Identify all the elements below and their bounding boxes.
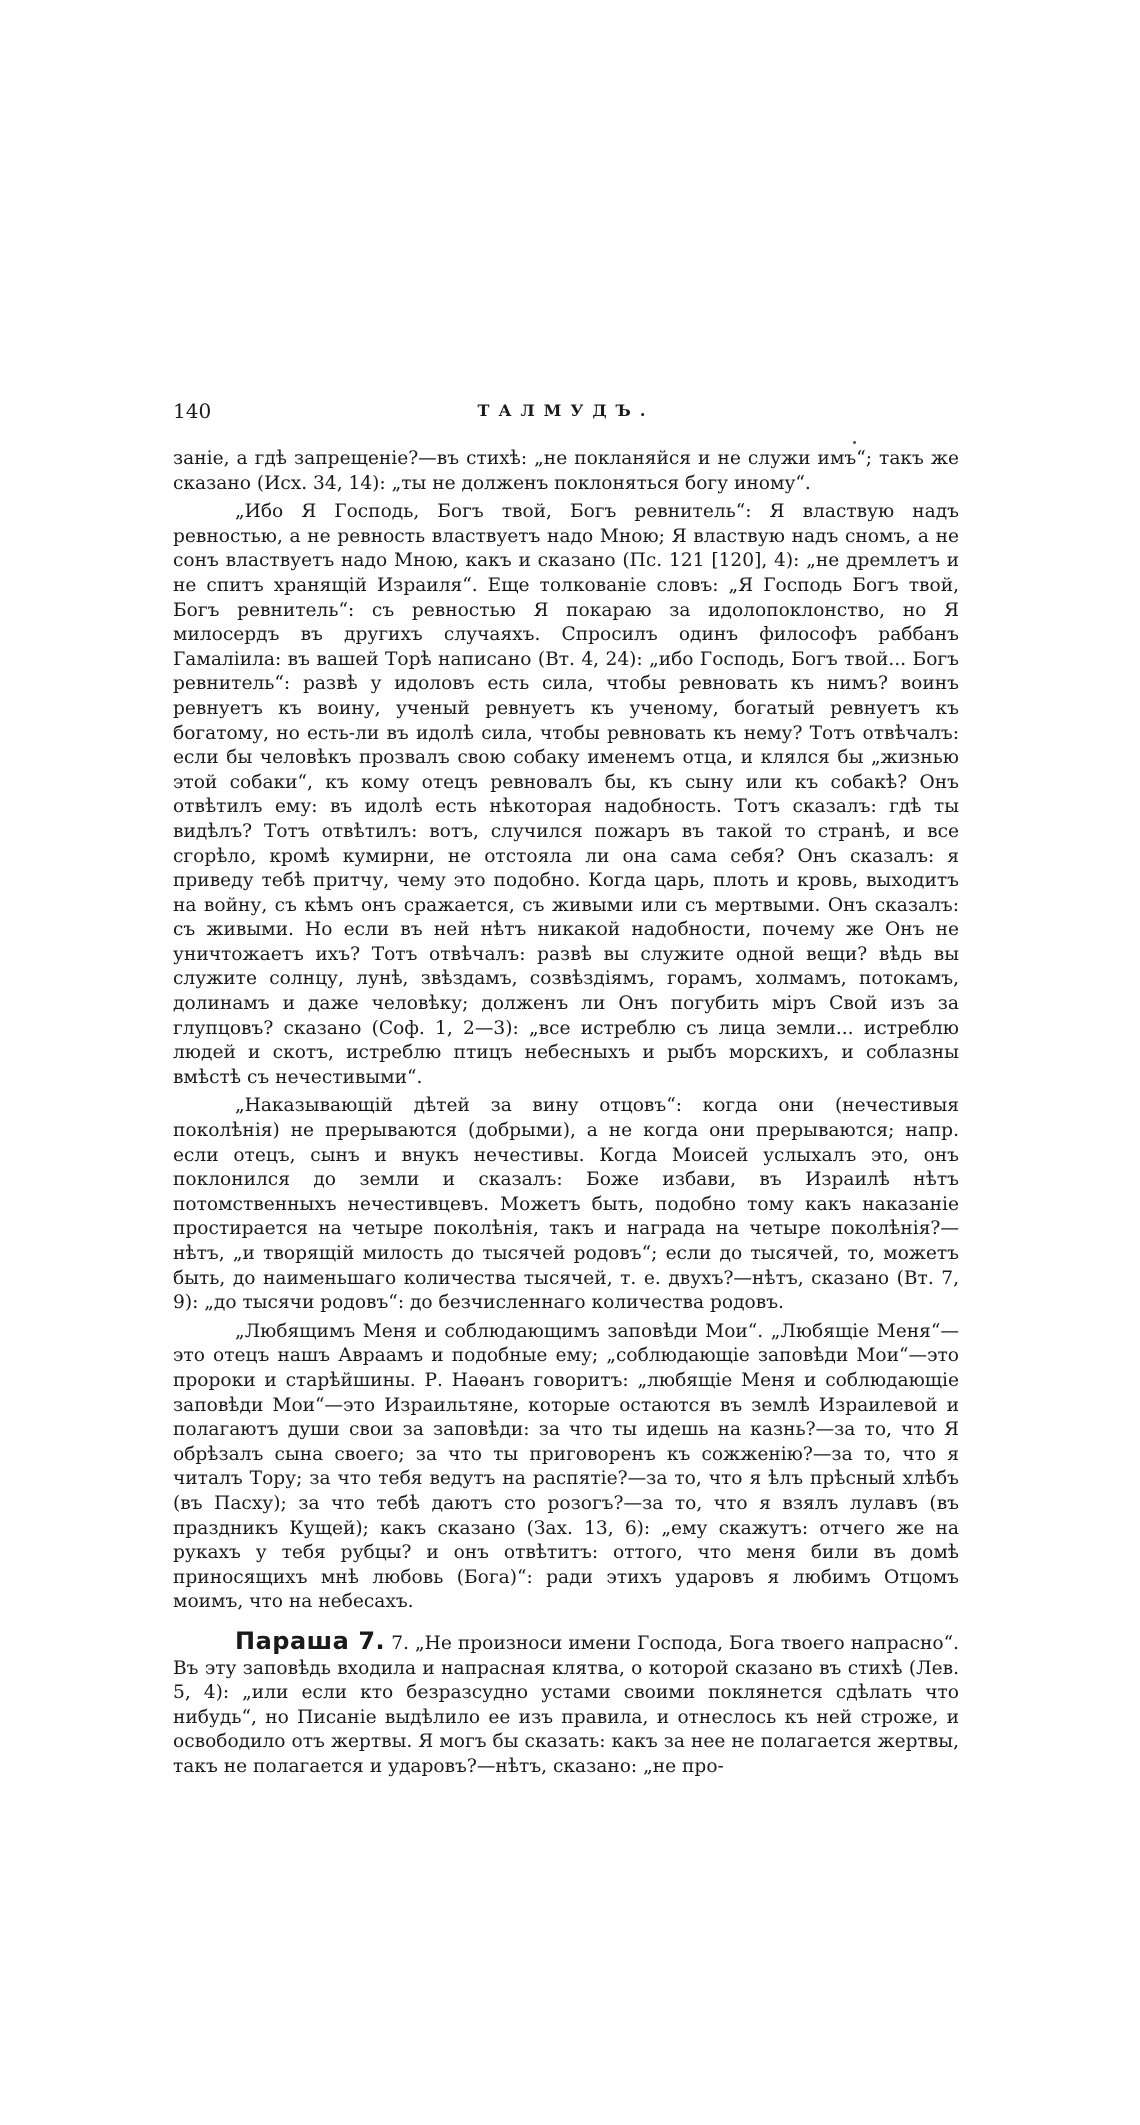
paragraph-jealous-god: „Ибо Я Господь, Богъ твой, Богъ ревнитель“: Я властвую надъ ревностью, а не ревность властвуетъ надо Мною; Я властвую надъ сномъ, а не сонъ властвуетъ надо Мною, какъ и сказано (Пс. 121 [120], 4): „не дремлетъ и не спитъ хранящій Израиля“. Еще толкованіе словъ: „Я Господь Богъ твой, Богъ ревнитель“: съ ревностью Я покараю за идолопоклонство, но Я милосердъ въ другихъ случаяхъ. Спросилъ одинъ философъ раббанъ Гамаліила: въ вашей Торѣ написано (Вт. 4, 24): „ибо Господь, Богъ твой... Богъ ревнитель“: развѣ у идоловъ есть сила, чтобы ревновать къ нимъ? воинъ ревнуетъ къ воину, ученый ревнуетъ къ ученому, богатый ревнуетъ къ богатому, но есть-ли въ идолѣ сила, чтобы ревновать къ нему? Тотъ отвѣчалъ: если бы человѣкъ прозвалъ свою собаку именемъ отца, и клялся бы „жизнью этой собаки“, къ кому отецъ ревновалъ бы, къ сыну или къ собакѣ? Онъ отвѣтилъ ему: въ идолѣ есть нѣкоторая надобность. Тотъ сказалъ: гдѣ ты видѣлъ? Тотъ отвѣтилъ: вотъ, случился пожаръ въ такой то странѣ, и все сгорѣло, кромѣ кумирни, не отстояла ли она сама себя? Онъ сказалъ: я приведу тебѣ притчу, чему это подобно. Когда царь, плоть и кровь, выходитъ на войну, съ кѣмъ онъ сражается, съ живыми или съ мертвыми. Онъ сказалъ: съ живыми. Но если въ ней нѣтъ никакой надобности, почему же Онъ не уничтожаетъ ихъ? Тотъ отвѣчалъ: развѣ вы служите одной вещи? вѣдь вы служите солнцу, лунѣ, звѣздамъ, созвѣздіямъ, горамъ, холмамъ, потокамъ, долинамъ и даже человѣку; долженъ ли Онъ погубить міръ Свой изъ за глупцовъ? сказано (Соф. 1, 2—3): „все истреблю съ лица земли... истреблю людей и скотъ, истреблю птицъ небесныхъ и рыбъ морскихъ, и соблазны вмѣстѣ съ нечестивыми“. [173,501,959,1088]
main-text [173,447,959,1798]
paragraph-loving-me: „Любящимъ Меня и соблюдающимъ заповѣди Мои“. „Любящіе Меня“—это отецъ нашъ Авраамъ и подобные ему; „соблюдающіе заповѣди Мои“—это пророки и старѣйшины. Р. Наѳанъ говоритъ: „любящіе Меня и соблюдающіе заповѣди Мои“—это Израильтяне, которые остаются въ землѣ Израилевой и полагаютъ души свои за заповѣди: за что ты идешь на казнь?—за то, что Я обрѣзалъ сына своего; за что ты приговоренъ къ сожженію?—за то, что я читалъ Тору; за что тебя ведутъ на распятіе?—за то, что я ѣлъ прѣсный хлѣбъ (въ Пасху); за что тебѣ даютъ сто розогъ?—за то, что я взялъ лулавъ (въ праздникъ Кущей); какъ сказано (Зах. 13, 6): „ему скажутъ: отчего же на рукахъ у тебя рубцы? и онъ отвѣтитъ: оттого, что меня били въ домѣ приносящихъ мнѣ любовь (Бога)“: ради этихъ ударовъ я любимъ Отцомъ моимъ, что на небесахъ. [173,1320,959,1613]
page-header [173,396,959,426]
paragraph-punishing-children: „Наказывающій дѣтей за вину отцовъ“: когда они (нечестивыя поколѣнія) не прерываются (добрыми), а не когда они прерываются; напр. если отецъ, сынъ и внукъ нечестивы. Когда Моисей услыхалъ это, онъ поклонился до земли и сказалъ: Боже избави, въ Израилѣ нѣтъ потомственныхъ нечестивцевъ. Можетъ быть, подобно тому какъ наказаніе простирается на четыре поколѣнія, такъ и награда на четыре поколѣнія?—нѣтъ, „и творящій милость до тысячей родовъ“; если до тысячей, то, можетъ быть, до наименьшаго количества тысячей, т. е. двухъ?—нѣтъ, сказано (Вт. 7, 9): „до тысячи родовъ“: до безчисленнаго количества родовъ. [173,1095,959,1314]
parasha-section [173,1626,959,1780]
parasha-heading: Параша 7. [235,1626,386,1655]
running-title: ТАЛМУДЪ. [477,401,655,420]
parasha-body: 7. „Не произноси имени Господа, Бога твоего напрасно“. Въ эту заповѣдь входила и напрасная клятва, о которой сказано въ стихѣ (Лев. 5, 4): „или если кто безразсудно устами своими поклянется сдѣлать что нибудь“, но Писаніе выдѣлило ее изъ правила, и отнеслось къ ней строже, и освободило отъ жертвы. Я могъ бы сказать: какъ за нее не полагается жертвы, такъ не полагается и ударовъ?—нѣтъ, сказано: „не про- [173,1632,959,1777]
page-number: 140 [173,399,212,423]
print-speck [853,441,856,444]
paragraph-continuation: заніе, а гдѣ запрещеніе?—въ стихѣ: „не покланяйся и не служи имъ“; такъ же сказано (Исх. 34, 14): „ты не долженъ поклоняться богу иному“. [173,448,959,494]
